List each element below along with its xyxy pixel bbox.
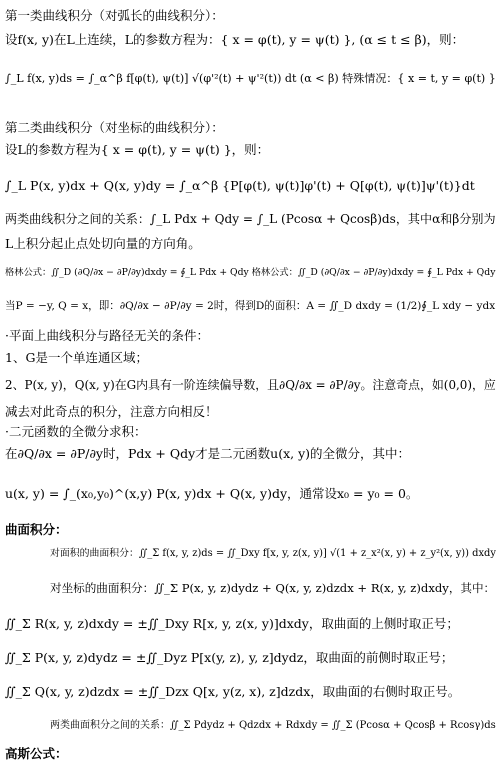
path-independence-title: ·平面上曲线积分与路径无关的条件： [5,328,209,343]
surface-coordinate-integral: 对坐标的曲面积分：∬_Σ P(x, y, z)dydz + Q(x, y, z)dzdx + R(x, y, z)dxdy，其中： [50,581,496,595]
parametric-setup-line: 设f(x, y)在L上连续，L的参数方程为：{ x = φ(t), y = ψ(t) }, (α ≤ t ≤ β)，则： [5,32,465,47]
section-title-gauss: 高斯公式： [5,746,68,761]
section-title-coordinate-integral: 第二类曲线积分（对坐标的曲线积分）： [5,120,224,135]
relation-line-2: L上积分起止点处切向量的方向角。 [5,236,201,251]
surface-area-integral: 对面积的曲面积分：∬_Σ f(x, y, z)ds = ∬_Dxy f[x, y, z(x, y)] √(1 + z_x²(x, y) + z_y²(x, y)) dxdy [50,548,496,559]
parametric-setup-line-2: 设L的参数方程为{ x = φ(t), y = ψ(t) }，则： [5,142,270,157]
coordinate-integral-formula: ∫_L P(x, y)dx + Q(x, y)dy = ∫_α^β {P[φ(t), ψ(t)]φ'(t) + Q[φ(t), ψ(t)]ψ'(t)}dt [5,178,475,193]
total-differential-title: ·二元函数的全微分求积： [5,424,147,439]
relation-line: 两类曲线积分之间的关系：∫_L Pdx + Qdy = ∫_L (Pcosα + Qcosβ)ds，其中α和β分别为 [5,212,496,226]
condition-2-continued: 减去对此奇点的积分，注意方向相反！ [5,404,218,419]
potential-function-formula: u(x, y) = ∫_(x₀,y₀)^(x,y) P(x, y)dx + Q(x, y)dy，通常设x₀ = y₀ = 0。 [5,486,419,501]
condition-1: 1、G是一个单连通区域； [5,350,148,365]
area-formula: 当P = −y, Q = x，即：∂Q/∂x − ∂P/∂y = 2时，得到D的面积：A = ∬_D dxdy = (1/2)∮_L xdy − ydx [5,300,496,312]
condition-2: 2、P(x, y)，Q(x, y)在G内具有一阶连续偏导数，且∂Q/∂x = ∂P/∂y。注意奇点，如(0,0)，应 [5,378,496,392]
section-title-surface-integral: 曲面积分： [5,522,68,537]
arc-length-formula: ∫_L f(x, y)ds = ∫_α^β f[φ(t), ψ(t)] √(φ'²(t) + ψ'²(t)) dt (α < β) 特殊情况：{ x = t, y = φ(t) } [5,72,496,85]
surface-integral-r: ∬_Σ R(x, y, z)dxdy = ±∬_Dxy R[x, y, z(x, y)]dxdy，取曲面的上侧时取正号； [5,616,459,631]
surface-integral-p: ∬_Σ P(x, y, z)dydz = ±∬_Dyz P[x(y, z), y, z]dydz，取曲面的前侧时取正号； [5,650,454,665]
section-title-arc-length-integral: 第一类曲线积分（对弧长的曲线积分）： [5,8,224,23]
surface-integral-q: ∬_Σ Q(x, y, z)dzdx = ±∬_Dzx Q[x, y(z, x), z]dzdx，取曲面的右侧时取正号。 [5,684,461,699]
surface-relation: 两类曲面积分之间的关系：∬_Σ Pdydz + Qdzdx + Rdxdy = ∬_Σ (Pcosα + Qcosβ + Rcosγ)ds [50,720,496,731]
green-formula: 格林公式：∬_D (∂Q/∂x − ∂P/∂y)dxdy = ∮_L Pdx + Qdy 格林公式：∬_D (∂Q/∂x − ∂P/∂y)dxdy = ∮_L Pdx + Qdy [5,267,496,278]
total-differential-condition: 在∂Q/∂x = ∂P/∂y时，Pdx + Qdy才是二元函数u(x, y)的全微分，其中： [5,446,411,461]
